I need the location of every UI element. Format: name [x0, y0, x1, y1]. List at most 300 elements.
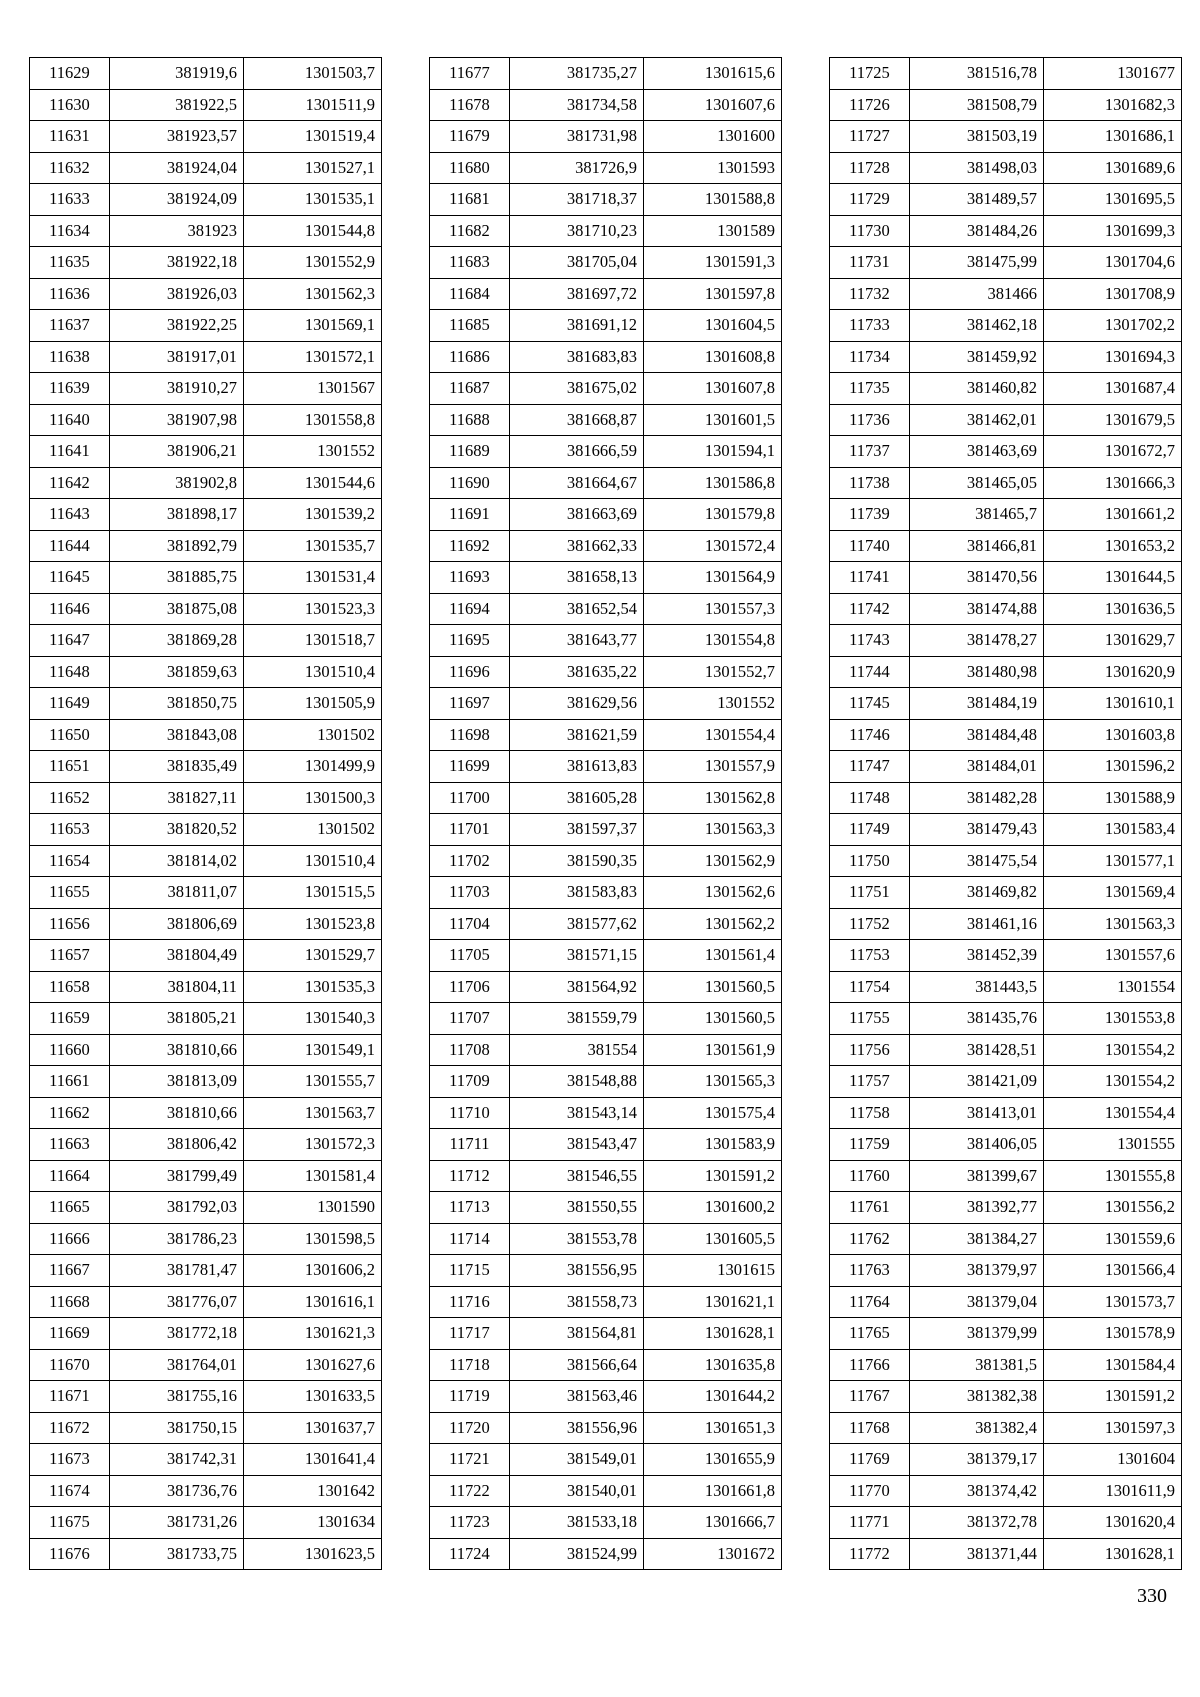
y-coordinate-cell: 1301581,4 [244, 1160, 382, 1192]
table-row [30, 1412, 382, 1444]
table-row [830, 89, 1182, 121]
point-number-cell: 11680 [430, 152, 510, 184]
y-coordinate-cell: 1301539,2 [244, 499, 382, 531]
table-row [430, 688, 782, 720]
x-coordinate-cell: 381475,99 [910, 247, 1044, 279]
table-row [430, 310, 782, 342]
table-row [830, 310, 1182, 342]
x-coordinate-cell: 381459,92 [910, 341, 1044, 373]
x-coordinate-cell: 381781,47 [110, 1255, 244, 1287]
table-row [30, 908, 382, 940]
x-coordinate-cell: 381554 [510, 1034, 644, 1066]
y-coordinate-cell: 1301679,5 [1044, 404, 1182, 436]
y-coordinate-cell: 1301623,5 [244, 1538, 382, 1570]
y-coordinate-cell: 1301577,1 [1044, 845, 1182, 877]
point-number-cell: 11712 [430, 1160, 510, 1192]
y-coordinate-cell: 1301655,9 [644, 1444, 782, 1476]
point-number-cell: 11700 [430, 782, 510, 814]
x-coordinate-cell: 381550,55 [510, 1192, 644, 1224]
y-coordinate-cell: 1301554 [1044, 971, 1182, 1003]
y-coordinate-cell: 1301564,9 [644, 562, 782, 594]
x-coordinate-cell: 381675,02 [510, 373, 644, 405]
y-coordinate-cell: 1301604 [1044, 1444, 1182, 1476]
point-number-cell: 11630 [30, 89, 110, 121]
point-number-cell: 11637 [30, 310, 110, 342]
y-coordinate-cell: 1301515,5 [244, 877, 382, 909]
table-row [830, 625, 1182, 657]
table-row [430, 1444, 782, 1476]
table-row [430, 1223, 782, 1255]
point-number-cell: 11674 [30, 1475, 110, 1507]
table-row [430, 341, 782, 373]
y-coordinate-cell: 1301562,6 [644, 877, 782, 909]
point-number-cell: 11728 [830, 152, 910, 184]
table-row [430, 1192, 782, 1224]
point-number-cell: 11691 [430, 499, 510, 531]
point-number-cell: 11703 [430, 877, 510, 909]
y-coordinate-cell: 1301554,2 [1044, 1066, 1182, 1098]
y-coordinate-cell: 1301562,2 [644, 908, 782, 940]
y-coordinate-cell: 1301620,4 [1044, 1507, 1182, 1539]
x-coordinate-cell: 381406,05 [910, 1129, 1044, 1161]
table-row [830, 404, 1182, 436]
point-number-cell: 11668 [30, 1286, 110, 1318]
x-coordinate-cell: 381814,02 [110, 845, 244, 877]
table-row [830, 499, 1182, 531]
x-coordinate-cell: 381772,18 [110, 1318, 244, 1350]
table-row [830, 1318, 1182, 1350]
table-row [830, 782, 1182, 814]
x-coordinate-cell: 381805,21 [110, 1003, 244, 1035]
x-coordinate-cell: 381475,54 [910, 845, 1044, 877]
y-coordinate-cell: 1301554,2 [1044, 1034, 1182, 1066]
x-coordinate-cell: 381683,83 [510, 341, 644, 373]
table-row [430, 971, 782, 1003]
x-coordinate-cell: 381875,08 [110, 593, 244, 625]
point-number-cell: 11695 [430, 625, 510, 657]
point-number-cell: 11690 [430, 467, 510, 499]
table-row [830, 1507, 1182, 1539]
y-coordinate-cell: 1301572,3 [244, 1129, 382, 1161]
x-coordinate-cell: 381843,08 [110, 719, 244, 751]
table-row [830, 530, 1182, 562]
y-coordinate-cell: 1301607,8 [644, 373, 782, 405]
point-number-cell: 11693 [430, 562, 510, 594]
y-coordinate-cell: 1301558,8 [244, 404, 382, 436]
table-row [430, 1412, 782, 1444]
table-row [830, 184, 1182, 216]
y-coordinate-cell: 1301505,9 [244, 688, 382, 720]
table-row [430, 782, 782, 814]
x-coordinate-cell: 381813,09 [110, 1066, 244, 1098]
table-row [30, 1286, 382, 1318]
point-number-cell: 11706 [430, 971, 510, 1003]
y-coordinate-cell: 1301555,7 [244, 1066, 382, 1098]
table-row [30, 1507, 382, 1539]
y-coordinate-cell: 1301687,4 [1044, 373, 1182, 405]
point-number-cell: 11633 [30, 184, 110, 216]
y-coordinate-cell: 1301593 [644, 152, 782, 184]
x-coordinate-cell: 381465,05 [910, 467, 1044, 499]
table-row [30, 1255, 382, 1287]
table-row [830, 1003, 1182, 1035]
table-row [830, 1192, 1182, 1224]
point-number-cell: 11719 [430, 1381, 510, 1413]
point-number-cell: 11685 [430, 310, 510, 342]
point-number-cell: 11689 [430, 436, 510, 468]
point-number-cell: 11723 [430, 1507, 510, 1539]
y-coordinate-cell: 1301628,1 [1044, 1538, 1182, 1570]
y-coordinate-cell: 1301552,7 [644, 656, 782, 688]
y-coordinate-cell: 1301591,2 [644, 1160, 782, 1192]
y-coordinate-cell: 1301553,8 [1044, 1003, 1182, 1035]
point-number-cell: 11653 [30, 814, 110, 846]
x-coordinate-cell: 381924,09 [110, 184, 244, 216]
x-coordinate-cell: 381571,15 [510, 940, 644, 972]
x-coordinate-cell: 381786,23 [110, 1223, 244, 1255]
y-coordinate-cell: 1301607,6 [644, 89, 782, 121]
y-coordinate-cell: 1301588,9 [1044, 782, 1182, 814]
point-number-cell: 11724 [430, 1538, 510, 1570]
point-number-cell: 11699 [430, 751, 510, 783]
table-row [30, 1223, 382, 1255]
x-coordinate-cell: 381478,27 [910, 625, 1044, 657]
y-coordinate-cell: 1301682,3 [1044, 89, 1182, 121]
table-row [830, 1444, 1182, 1476]
x-coordinate-cell: 381718,37 [510, 184, 644, 216]
table-row [430, 877, 782, 909]
x-coordinate-cell: 381548,88 [510, 1066, 644, 1098]
table-row [430, 1286, 782, 1318]
y-coordinate-cell: 1301556,2 [1044, 1192, 1182, 1224]
x-coordinate-cell: 381733,75 [110, 1538, 244, 1570]
y-coordinate-cell: 1301644,5 [1044, 562, 1182, 594]
y-coordinate-cell: 1301672,7 [1044, 436, 1182, 468]
y-coordinate-cell: 1301549,1 [244, 1034, 382, 1066]
x-coordinate-cell: 381564,81 [510, 1318, 644, 1350]
table-row [30, 688, 382, 720]
table-row [430, 719, 782, 751]
point-number-cell: 11688 [430, 404, 510, 436]
y-coordinate-cell: 1301629,7 [1044, 625, 1182, 657]
table-row [430, 121, 782, 153]
y-coordinate-cell: 1301527,1 [244, 152, 382, 184]
y-coordinate-cell: 1301666,7 [644, 1507, 782, 1539]
x-coordinate-cell: 381755,16 [110, 1381, 244, 1413]
x-coordinate-cell: 381428,51 [910, 1034, 1044, 1066]
table-row [430, 1475, 782, 1507]
point-number-cell: 11657 [30, 940, 110, 972]
x-coordinate-cell: 381726,9 [510, 152, 644, 184]
y-coordinate-cell: 1301557,3 [644, 593, 782, 625]
point-number-cell: 11749 [830, 814, 910, 846]
point-number-cell: 11639 [30, 373, 110, 405]
y-coordinate-cell: 1301535,7 [244, 530, 382, 562]
x-coordinate-cell: 381489,57 [910, 184, 1044, 216]
y-coordinate-cell: 1301606,2 [244, 1255, 382, 1287]
point-number-cell: 11636 [30, 278, 110, 310]
point-number-cell: 11717 [430, 1318, 510, 1350]
x-coordinate-cell: 381734,58 [510, 89, 644, 121]
table-row [30, 1538, 382, 1570]
point-number-cell: 11767 [830, 1381, 910, 1413]
y-coordinate-cell: 1301605,5 [644, 1223, 782, 1255]
table-row [430, 1003, 782, 1035]
x-coordinate-cell: 381469,82 [910, 877, 1044, 909]
y-coordinate-cell: 1301523,8 [244, 908, 382, 940]
y-coordinate-cell: 1301523,3 [244, 593, 382, 625]
point-number-cell: 11742 [830, 593, 910, 625]
point-number-cell: 11661 [30, 1066, 110, 1098]
y-coordinate-cell: 1301591,2 [1044, 1381, 1182, 1413]
y-coordinate-cell: 1301604,5 [644, 310, 782, 342]
x-coordinate-cell: 381919,6 [110, 58, 244, 90]
x-coordinate-cell: 381662,33 [510, 530, 644, 562]
point-number-cell: 11634 [30, 215, 110, 247]
table-row [430, 499, 782, 531]
x-coordinate-cell: 381924,04 [110, 152, 244, 184]
x-coordinate-cell: 381484,19 [910, 688, 1044, 720]
table-row [30, 404, 382, 436]
table-row [830, 1412, 1182, 1444]
x-coordinate-cell: 381922,25 [110, 310, 244, 342]
point-number-cell: 11713 [430, 1192, 510, 1224]
point-number-cell: 11734 [830, 341, 910, 373]
y-coordinate-cell: 1301565,3 [644, 1066, 782, 1098]
y-coordinate-cell: 1301544,6 [244, 467, 382, 499]
table-row [30, 1003, 382, 1035]
point-number-cell: 11646 [30, 593, 110, 625]
table-row [430, 1538, 782, 1570]
y-coordinate-cell: 1301572,4 [644, 530, 782, 562]
point-number-cell: 11701 [430, 814, 510, 846]
y-coordinate-cell: 1301552,9 [244, 247, 382, 279]
y-coordinate-cell: 1301531,4 [244, 562, 382, 594]
y-coordinate-cell: 1301699,3 [1044, 215, 1182, 247]
point-number-cell: 11751 [830, 877, 910, 909]
point-number-cell: 11750 [830, 845, 910, 877]
table-row [830, 121, 1182, 153]
table-row [430, 1129, 782, 1161]
y-coordinate-cell: 1301563,3 [644, 814, 782, 846]
x-coordinate-cell: 381399,67 [910, 1160, 1044, 1192]
x-coordinate-cell: 381482,28 [910, 782, 1044, 814]
table-row [830, 1286, 1182, 1318]
y-coordinate-cell: 1301672 [644, 1538, 782, 1570]
x-coordinate-cell: 381643,77 [510, 625, 644, 657]
point-number-cell: 11709 [430, 1066, 510, 1098]
table-row [430, 1034, 782, 1066]
table-row [30, 341, 382, 373]
point-number-cell: 11652 [30, 782, 110, 814]
x-coordinate-cell: 381379,97 [910, 1255, 1044, 1287]
x-coordinate-cell: 381910,27 [110, 373, 244, 405]
point-number-cell: 11683 [430, 247, 510, 279]
y-coordinate-cell: 1301579,8 [644, 499, 782, 531]
x-coordinate-cell: 381691,12 [510, 310, 644, 342]
table-row [430, 940, 782, 972]
point-number-cell: 11743 [830, 625, 910, 657]
x-coordinate-cell: 381629,56 [510, 688, 644, 720]
y-coordinate-cell: 1301552 [244, 436, 382, 468]
x-coordinate-cell: 381764,01 [110, 1349, 244, 1381]
y-coordinate-cell: 1301569,4 [1044, 877, 1182, 909]
y-coordinate-cell: 1301661,8 [644, 1475, 782, 1507]
table-row [30, 656, 382, 688]
point-number-cell: 11632 [30, 152, 110, 184]
point-number-cell: 11641 [30, 436, 110, 468]
point-number-cell: 11648 [30, 656, 110, 688]
x-coordinate-cell: 381810,66 [110, 1097, 244, 1129]
point-number-cell: 11666 [30, 1223, 110, 1255]
y-coordinate-cell: 1301621,1 [644, 1286, 782, 1318]
y-coordinate-cell: 1301583,9 [644, 1129, 782, 1161]
table-row [430, 184, 782, 216]
x-coordinate-cell: 381421,09 [910, 1066, 1044, 1098]
x-coordinate-cell: 381533,18 [510, 1507, 644, 1539]
point-number-cell: 11649 [30, 688, 110, 720]
point-number-cell: 11679 [430, 121, 510, 153]
table-row [30, 467, 382, 499]
x-coordinate-cell: 381898,17 [110, 499, 244, 531]
y-coordinate-cell: 1301635,8 [644, 1349, 782, 1381]
y-coordinate-cell: 1301594,1 [644, 436, 782, 468]
table-row [430, 247, 782, 279]
table-row [830, 1223, 1182, 1255]
point-number-cell: 11642 [30, 467, 110, 499]
y-coordinate-cell: 1301651,3 [644, 1412, 782, 1444]
table-row [30, 1034, 382, 1066]
x-coordinate-cell: 381484,01 [910, 751, 1044, 783]
table-row [830, 656, 1182, 688]
point-number-cell: 11759 [830, 1129, 910, 1161]
table-row [830, 1160, 1182, 1192]
table-row [430, 1507, 782, 1539]
point-number-cell: 11760 [830, 1160, 910, 1192]
y-coordinate-cell: 1301601,5 [644, 404, 782, 436]
point-number-cell: 11729 [830, 184, 910, 216]
table-row [830, 1034, 1182, 1066]
point-number-cell: 11687 [430, 373, 510, 405]
point-number-cell: 11753 [830, 940, 910, 972]
y-coordinate-cell: 1301588,8 [644, 184, 782, 216]
y-coordinate-cell: 1301611,9 [1044, 1475, 1182, 1507]
y-coordinate-cell: 1301563,3 [1044, 908, 1182, 940]
y-coordinate-cell: 1301621,3 [244, 1318, 382, 1350]
x-coordinate-cell: 381835,49 [110, 751, 244, 783]
x-coordinate-cell: 381820,52 [110, 814, 244, 846]
point-number-cell: 11686 [430, 341, 510, 373]
x-coordinate-cell: 381564,92 [510, 971, 644, 1003]
point-number-cell: 11748 [830, 782, 910, 814]
table-row [30, 1318, 382, 1350]
x-coordinate-cell: 381381,5 [910, 1349, 1044, 1381]
x-coordinate-cell: 381605,28 [510, 782, 644, 814]
point-number-cell: 11770 [830, 1475, 910, 1507]
x-coordinate-cell: 381372,78 [910, 1507, 1044, 1539]
point-number-cell: 11681 [430, 184, 510, 216]
table-row [30, 499, 382, 531]
x-coordinate-cell: 381382,4 [910, 1412, 1044, 1444]
x-coordinate-cell: 381885,75 [110, 562, 244, 594]
y-coordinate-cell: 1301518,7 [244, 625, 382, 657]
point-number-cell: 11638 [30, 341, 110, 373]
point-number-cell: 11769 [830, 1444, 910, 1476]
table-row [30, 593, 382, 625]
y-coordinate-cell: 1301544,8 [244, 215, 382, 247]
table-row [830, 940, 1182, 972]
point-number-cell: 11762 [830, 1223, 910, 1255]
point-number-cell: 11740 [830, 530, 910, 562]
table-row [830, 908, 1182, 940]
y-coordinate-cell: 1301566,4 [1044, 1255, 1182, 1287]
y-coordinate-cell: 1301583,4 [1044, 814, 1182, 846]
table-row [30, 845, 382, 877]
y-coordinate-cell: 1301620,9 [1044, 656, 1182, 688]
x-coordinate-cell: 381731,26 [110, 1507, 244, 1539]
point-number-cell: 11643 [30, 499, 110, 531]
x-coordinate-cell: 381792,03 [110, 1192, 244, 1224]
x-coordinate-cell: 381613,83 [510, 751, 644, 783]
y-coordinate-cell: 1301589 [644, 215, 782, 247]
point-number-cell: 11758 [830, 1097, 910, 1129]
point-number-cell: 11768 [830, 1412, 910, 1444]
y-coordinate-cell: 1301661,2 [1044, 499, 1182, 531]
table-row [30, 121, 382, 153]
table-row [30, 278, 382, 310]
y-coordinate-cell: 1301597,8 [644, 278, 782, 310]
x-coordinate-cell: 381558,73 [510, 1286, 644, 1318]
x-coordinate-cell: 381926,03 [110, 278, 244, 310]
y-coordinate-cell: 1301554,4 [1044, 1097, 1182, 1129]
y-coordinate-cell: 1301552 [644, 688, 782, 720]
table-row [830, 1255, 1182, 1287]
point-number-cell: 11631 [30, 121, 110, 153]
point-number-cell: 11650 [30, 719, 110, 751]
x-coordinate-cell: 381543,14 [510, 1097, 644, 1129]
table-row [830, 1475, 1182, 1507]
point-number-cell: 11763 [830, 1255, 910, 1287]
x-coordinate-cell: 381917,01 [110, 341, 244, 373]
y-coordinate-cell: 1301677 [1044, 58, 1182, 90]
x-coordinate-cell: 381652,54 [510, 593, 644, 625]
y-coordinate-cell: 1301603,8 [1044, 719, 1182, 751]
y-coordinate-cell: 1301561,9 [644, 1034, 782, 1066]
point-number-cell: 11726 [830, 89, 910, 121]
x-coordinate-cell: 381524,99 [510, 1538, 644, 1570]
x-coordinate-cell: 381452,39 [910, 940, 1044, 972]
y-coordinate-cell: 1301502 [244, 814, 382, 846]
x-coordinate-cell: 381658,13 [510, 562, 644, 594]
point-number-cell: 11732 [830, 278, 910, 310]
y-coordinate-cell: 1301560,5 [644, 1003, 782, 1035]
table-row [830, 341, 1182, 373]
table-row [30, 877, 382, 909]
x-coordinate-cell: 381462,01 [910, 404, 1044, 436]
table-row [830, 1349, 1182, 1381]
y-coordinate-cell: 1301596,2 [1044, 751, 1182, 783]
y-coordinate-cell: 1301510,4 [244, 656, 382, 688]
table-row [430, 1255, 782, 1287]
x-coordinate-cell: 381470,56 [910, 562, 1044, 594]
point-number-cell: 11727 [830, 121, 910, 153]
coordinate-table-1 [29, 57, 382, 1570]
y-coordinate-cell: 1301584,4 [1044, 1349, 1182, 1381]
table-row [430, 562, 782, 594]
point-number-cell: 11711 [430, 1129, 510, 1161]
x-coordinate-cell: 381923,57 [110, 121, 244, 153]
table-row [430, 1349, 782, 1381]
